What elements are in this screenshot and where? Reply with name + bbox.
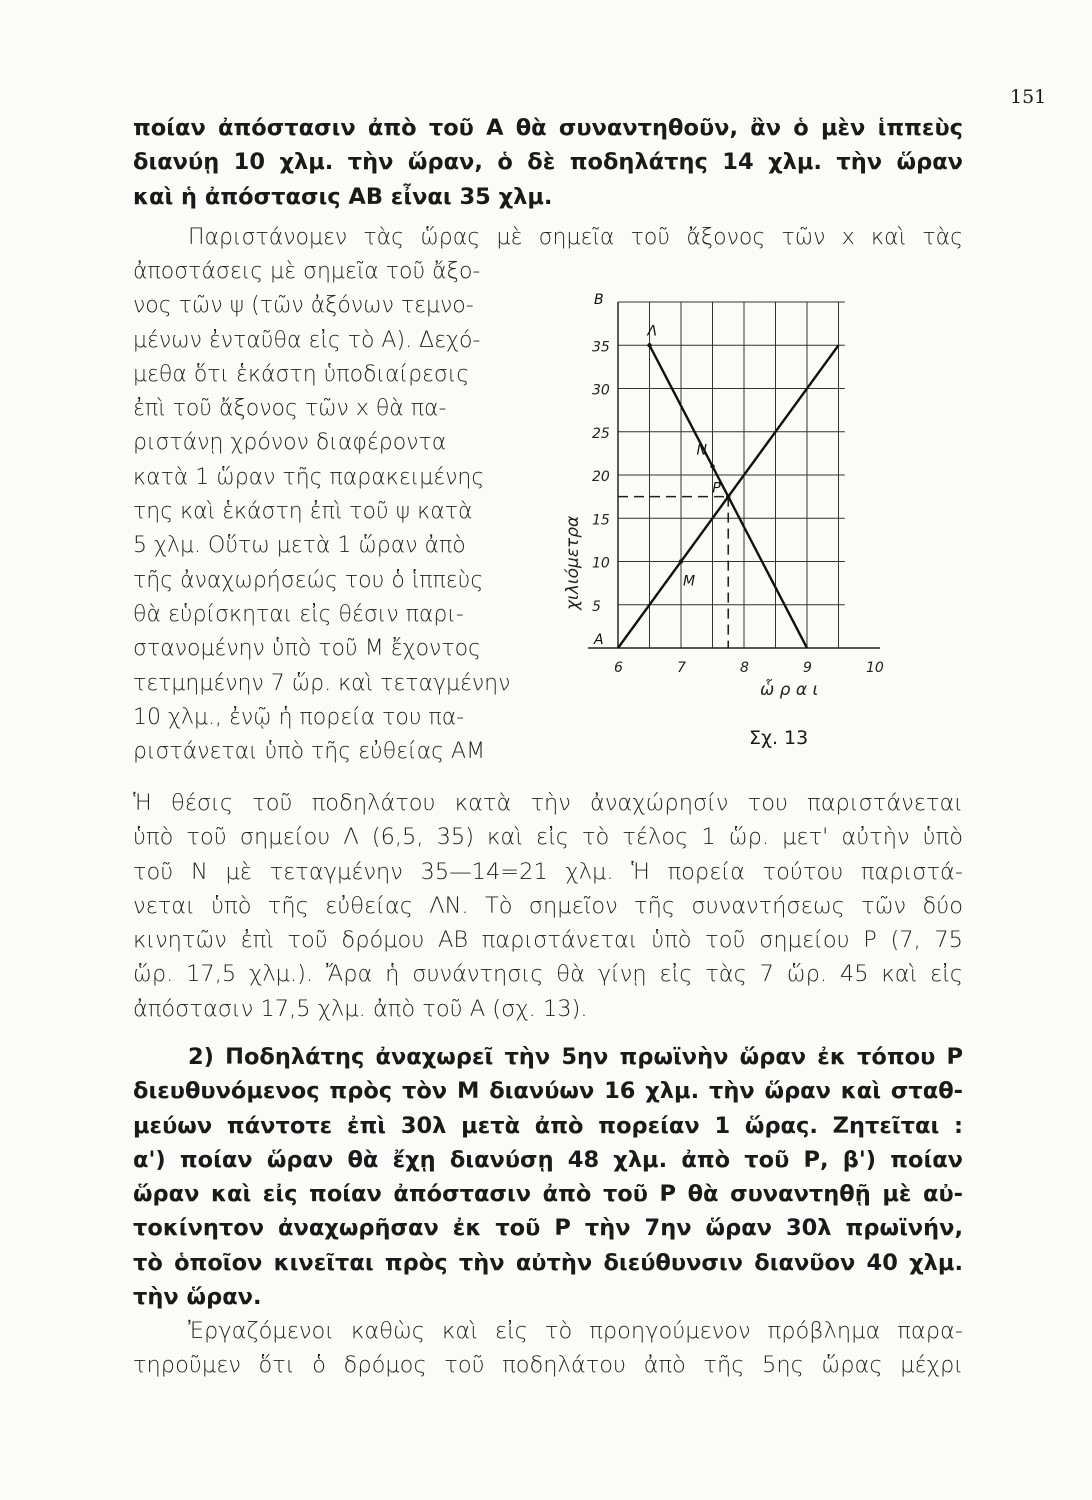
text-line: α') ποίαν ὥραν θὰ ἔχῃ διανύσῃ 48 χλμ. ἀπὸ τοῦ Ρ, β') ποίαν <box>133 1146 963 1173</box>
x-tick-label: 8 <box>740 660 749 676</box>
text-line: ἀποστάσεις μὲ σημεῖα τοῦ ἄξο- <box>133 259 481 284</box>
point-label: M <box>683 573 696 590</box>
text-line: κινητῶν ἐπὶ τοῦ δρόμου ΑΒ παριστάνεται ὑπὸ τοῦ σημείου Ρ (7, 75 <box>133 927 963 954</box>
text-line: τετμημένην 7 ὥρ. καὶ τεταγμένην <box>133 670 511 696</box>
text-line: ριστάνῃ χρόνον διαφέροντα <box>133 430 447 456</box>
text-line: τῆς ἀναχωρήσεώς του ὁ ἱππεὺς <box>133 567 484 593</box>
point-Λ <box>647 343 651 347</box>
text-line: μένων ἐνταῦθα εἰς τὸ Α). Δεχό- <box>133 327 481 353</box>
solution-side-column <box>133 255 518 769</box>
text-line: Ἡ θέσις τοῦ ποδηλάτου κατὰ τὴν ἀναχώρησίν του παριστάνεται <box>133 790 963 816</box>
text-line: τὸ ὁποῖον κινεῖται πρὸς τὴν αὐτὴν διεύθυνσιν διανῦον 40 χλμ. <box>133 1249 963 1276</box>
point-N <box>710 464 714 468</box>
text-line: Ἐργαζόμενοι καθὼς καὶ εἰς τὸ προηγούμενον πρόβλημα παρα- <box>188 1318 963 1344</box>
text-line: τοκίνητον ἀναχωρῆσαν ἐκ τοῦ Ρ τὴν 7ην ὥραν 30λ πρωϊνήν, <box>133 1215 963 1242</box>
figure-13-graph <box>540 290 980 730</box>
text-line: 2) Ποδηλάτης ἀναχωρεῖ τὴν 5ην πρωϊνὴν ὥραν ἐκ τόπου Ρ <box>188 1044 963 1070</box>
solution-full <box>133 786 963 1026</box>
y-tick-label: 5 <box>592 598 601 615</box>
x-tick-label: 9 <box>803 660 812 676</box>
text-line: ὥραν καὶ εἰς ποίαν ἀπόστασιν ἀπὸ τοῦ Ρ θὰ συναντηθῇ μὲ αὐ- <box>133 1181 963 1208</box>
solution-intro <box>133 221 963 255</box>
point-label: B <box>594 292 604 308</box>
text-line: τοῦ Ν μὲ τεταγμένην 35—14=21 χλμ. Ἡ πορεία τούτου παριστά- <box>133 858 963 885</box>
text-line: νεται ὑπὸ τῆς εὐθείας ΛΝ. Τὸ σημεῖον τῆς συναντήσεως τῶν δύο <box>133 892 963 919</box>
text-line: της καὶ ἑκάστη ἐπὶ τοῦ ψ κατὰ <box>133 499 473 525</box>
text-line: 5 χλμ. Οὕτω μετὰ 1 ὥραν ἀπὸ <box>133 533 466 559</box>
text-line: ριστάνεται ὑπὸ τῆς εὐθείας ΑΜ <box>133 739 486 765</box>
y-tick-label: 30 <box>592 382 610 399</box>
y-tick-label: 20 <box>592 469 610 485</box>
closing-paragraph <box>133 1314 963 1383</box>
x-tick-label: 10 <box>866 660 884 676</box>
text-line: τὴν ὥραν. <box>133 1284 262 1311</box>
y-tick-label: 15 <box>592 512 610 529</box>
point-label: N <box>696 442 707 459</box>
point-label: A <box>594 632 604 648</box>
y-axis-label: χιλιόμετρα <box>563 515 583 610</box>
text-line: τηροῦμεν ὅτι ὁ δρόμος τοῦ ποδηλάτου ἀπὸ τῆς 5ης ὥρας μέχρι <box>133 1352 963 1379</box>
text-line: ποίαν ἀπόστασιν ἀπὸ τοῦ Α θὰ συναντηθοῦν, ἂν ὁ μὲν ἱππεὺς <box>133 115 963 141</box>
text-line: θὰ εὑρίσκηται εἰς θέσιν παρι- <box>133 601 464 627</box>
y-tick-label: 10 <box>592 555 610 572</box>
text-line: διευθυνόμενος πρὸς τὸν Μ διανύων 16 χλμ. τὴν ὥραν καὶ σταθ- <box>133 1078 963 1105</box>
point-M <box>679 559 683 563</box>
text-line: ἐπὶ τοῦ ἄξονος τῶν x θὰ πα- <box>133 396 447 422</box>
text-line: στανομένην ὑπὸ τοῦ Μ ἔχοντος <box>133 636 481 662</box>
x-tick-label: 6 <box>614 660 623 676</box>
x-tick-label: 7 <box>677 660 686 676</box>
text-line: ὥρ. 17,5 χλμ.). Ἄρα ἡ συνάντησις θὰ γίνῃ εἰς τὰς 7 ὥρ. 45 καὶ εἰς <box>133 961 963 988</box>
problem1-tail <box>133 111 963 214</box>
text-line: ἀπόστασιν 17,5 χλμ. ἀπὸ τοῦ Α (σχ. 13). <box>133 995 588 1022</box>
text-line: ὑπὸ τοῦ σημείου Λ (6,5, 35) καὶ εἰς τὸ τέλος 1 ὥρ. μετ' αὐτὴν ὑπὸ <box>133 824 963 851</box>
point-label: Λ <box>647 323 658 340</box>
grid <box>588 302 880 648</box>
text-line: 10 χλμ., ἐνῷ ἡ πορεία του πα- <box>133 704 465 730</box>
text-line: καὶ ἡ ἀπόστασις ΑΒ εἶναι 35 χλμ. <box>133 183 553 210</box>
text-line: Παριστάνομεν τὰς ὥρας μὲ σημεῖα τοῦ ἄξονος τῶν x καὶ τὰς <box>188 225 963 250</box>
point-P <box>726 494 730 498</box>
text-line: κατὰ 1 ὥραν τῆς παρακειμένης <box>133 464 485 490</box>
x-axis-label: ὧ ρ α ι <box>760 680 819 700</box>
figure-caption: Σχ. 13 <box>749 727 809 749</box>
point-label: P <box>712 480 721 497</box>
text-line: νος τῶν ψ (τῶν ἀξόνων τεμνο- <box>133 293 474 319</box>
page-number: 151 <box>1010 86 1047 108</box>
y-tick-label: 25 <box>592 425 610 442</box>
y-tick-label: 35 <box>592 339 610 356</box>
problem-2 <box>133 1040 963 1314</box>
text-line: μεύων πάντοτε ἐπὶ 30λ μετὰ ἀπὸ πορείαν 1 ὥρας. Ζητεῖται : <box>133 1112 963 1139</box>
text-line: μεθα ὅτι ἑκάστη ὑποδιαίρεσις <box>133 361 470 387</box>
text-line: διανύῃ 10 χλμ. τὴν ὥραν, ὁ δὲ ποδηλάτης 14 χλμ. τὴν ὥραν <box>133 149 963 176</box>
